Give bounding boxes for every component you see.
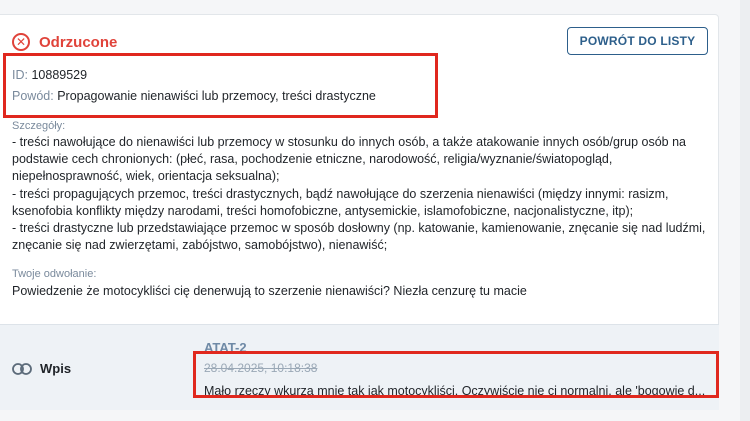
- reason-value: Propagowanie nienawiści lub przemocy, treści drastyczne: [57, 89, 376, 103]
- post-type: [12, 361, 71, 376]
- back-to-list-button[interactable]: POWRÓT DO LISTY: [567, 27, 708, 55]
- details-line: niepełnosprawność, wiek, orientacja seksualna);: [12, 169, 280, 184]
- id-label: ID:: [12, 68, 28, 82]
- details-label: Szczegóły:: [12, 120, 66, 132]
- post-type-label: Wpis: [40, 361, 72, 376]
- details-text: [12, 134, 712, 254]
- reason-label: Powód:: [12, 89, 54, 103]
- scrollbar-track[interactable]: [740, 0, 750, 421]
- reason-row: [12, 88, 376, 105]
- appeal-label: Twoje odwołanie:: [12, 268, 97, 280]
- link-icon: [12, 363, 32, 375]
- moderation-card: [0, 14, 719, 398]
- details-line: - treści drastyczne lub przedstawiające przemoc w sposób dosłowny (np. katowanie, kamienowanie, znęcanie się nad ludźmi,: [12, 221, 706, 236]
- post-author[interactable]: ATAT-2: [204, 340, 247, 355]
- details-line: podstawie cech chronionych: (płeć, rasa, pochodzenie etniczne, narodowość, religia/wyznanie/światopogląd,: [12, 152, 613, 167]
- details-line: znęcanie się nad zwierzętami, zabójstwo, samobójstwo), nienawiść;: [12, 238, 388, 253]
- details-line: - treści propagujących przemoc, treści drastycznych, bądź nawołujące do szerzenia nienawiści (między innymi: rasizm,: [12, 186, 669, 201]
- status-header: [12, 31, 117, 53]
- post-excerpt[interactable]: Mało rzeczy wkurza mnie tak jak motocykliści. Oczywiście nie ci normalni, ale 'bogowie d...: [204, 384, 706, 398]
- x-circle-icon: ✕: [12, 33, 30, 51]
- details-line: - treści nawołujące do nienawiści lub przemocy w stosunku do innych osób, a także atakowanie innych osób/grup osób na: [12, 135, 686, 149]
- details-line: ksenofobia konflikty między narodami, treści homofobiczne, antysemickie, islamofobiczne, nacjonalistyczne, itp);: [12, 203, 634, 218]
- post-date: 28.04.2025, 10:18:38: [204, 361, 318, 375]
- id-value: 10889529: [31, 68, 88, 82]
- appeal-text: Powiedzenie że motocykliści cię denerwują to szerzenie nienawiści? Niezła cenzurę tu macie: [12, 284, 527, 298]
- post-panel[interactable]: [0, 324, 719, 410]
- id-row: [12, 67, 87, 84]
- status-label: Odrzucone: [39, 33, 118, 51]
